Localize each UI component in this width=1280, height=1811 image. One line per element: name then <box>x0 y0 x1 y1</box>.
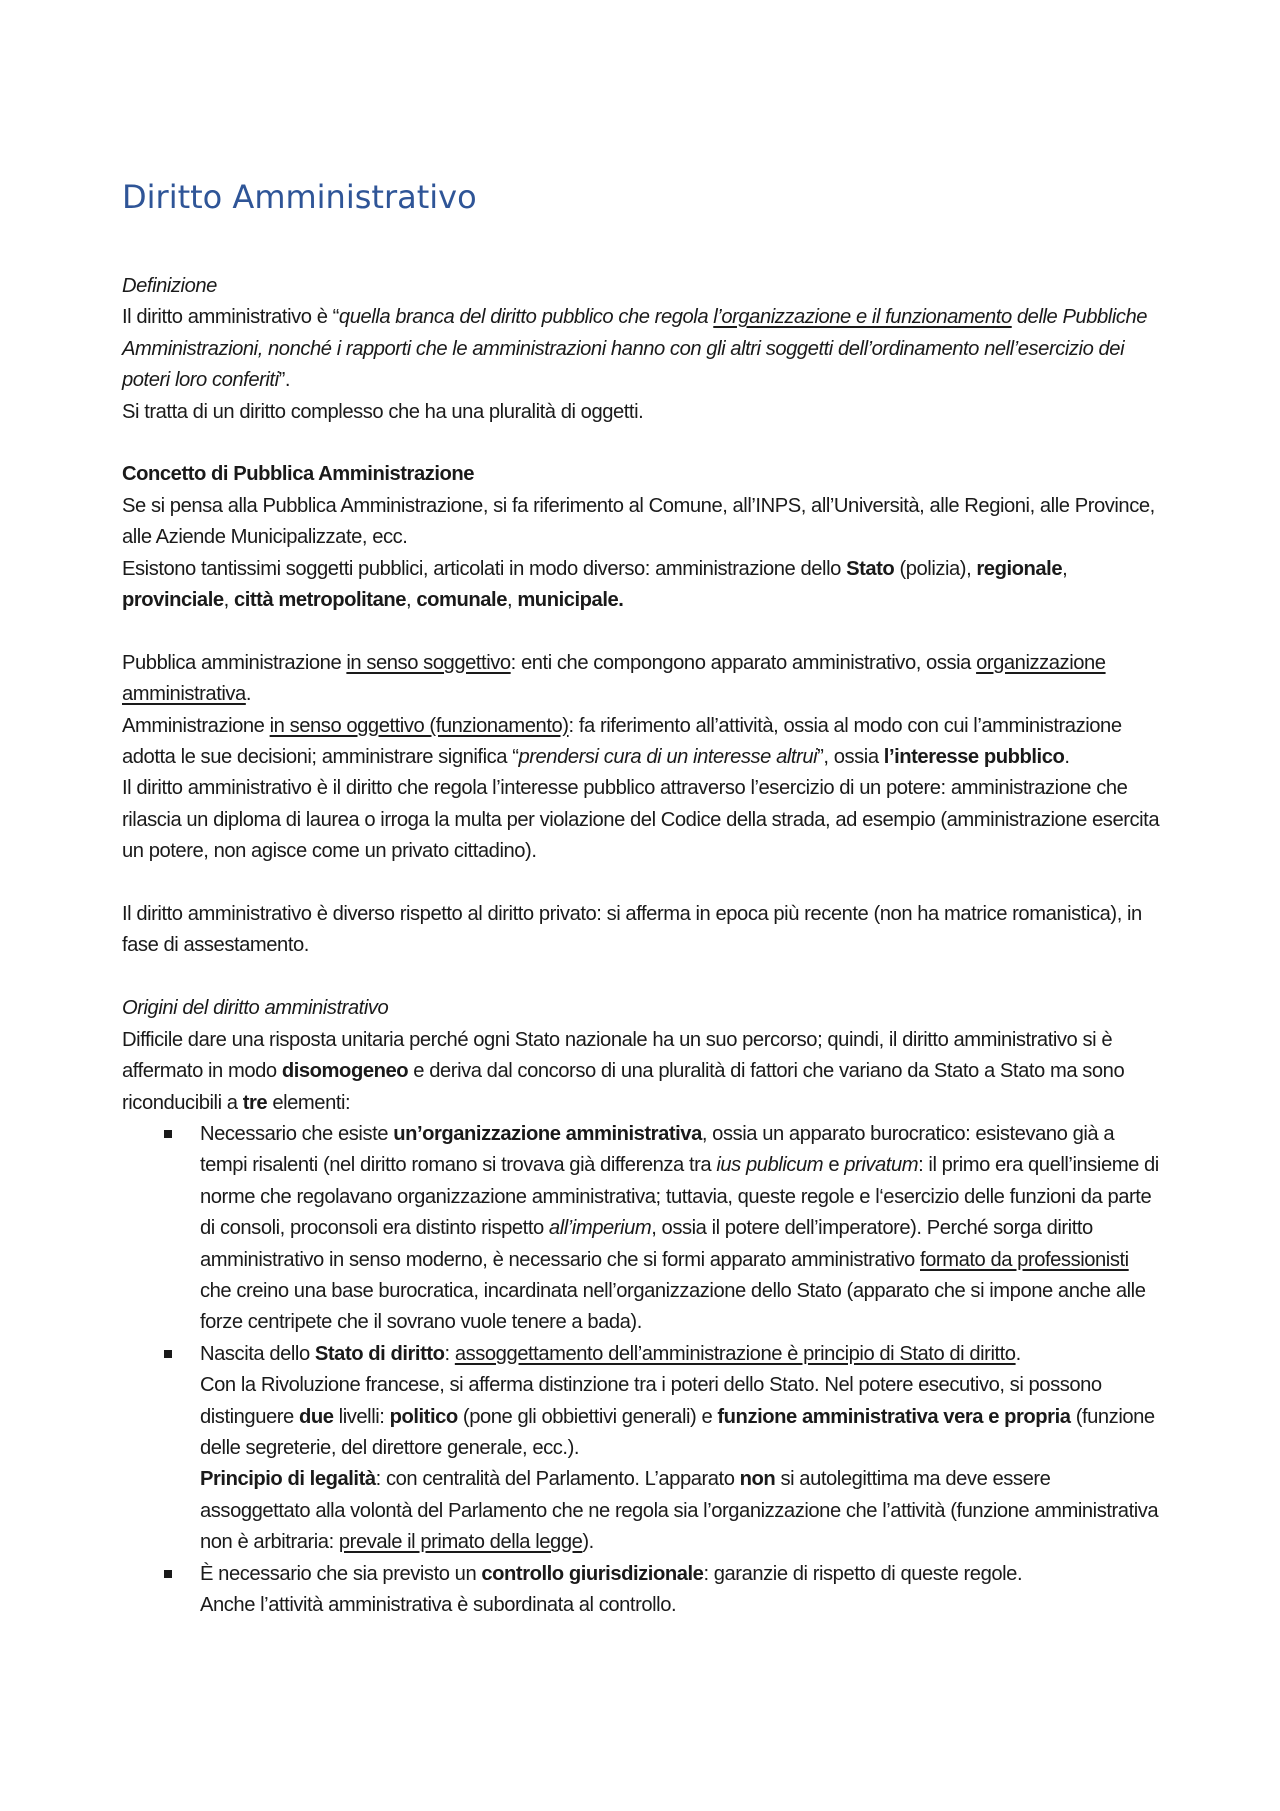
paragraph: Se si pensa alla Pubblica Amministrazione, si fa riferimento al Comune, all’INPS, all’Università, alle Regioni, alle Province, alle Aziende Municipalizzate, ecc. <box>122 494 1155 549</box>
text-run: : enti che compongono apparato amministrativo, ossia <box>510 651 977 674</box>
paragraph: Il diritto amministrativo è diverso rispetto al diritto privato: si afferma in epoca più recente (non ha matrice romanistica), in fase di assestamento. <box>122 903 1142 957</box>
spacer <box>122 962 1162 993</box>
bold-run: regionale <box>976 557 1063 580</box>
text-run: , ossia il potere dell’imperatore). Perché sorga diritto amministrativo in senso moderno, è necessario che si formi apparato amministrativo <box>200 1217 1093 1271</box>
list-item <box>200 1339 1162 1559</box>
list-item <box>200 1559 1162 1622</box>
text-run: , <box>223 589 234 612</box>
definition-paragraph <box>122 302 1162 396</box>
text-run: (funzione delle segreterie, del direttore generale, ecc.). <box>200 1405 1155 1459</box>
bullet-list <box>122 1119 1162 1622</box>
text-run: : garanzie di rispetto di queste regole. <box>703 1562 1023 1585</box>
italic-run: privatum <box>844 1154 919 1177</box>
text-run: Pubblica amministrazione <box>122 651 347 674</box>
text-run: Nascita dello <box>200 1342 315 1365</box>
bold-run: disomogeneo <box>281 1060 409 1083</box>
bold-run: funzione amministrativa vera e propria <box>717 1405 1071 1428</box>
text-run: : <box>444 1342 455 1365</box>
bold-run: un’organizzazione amministrativa <box>393 1122 702 1145</box>
paragraph <box>122 711 1162 774</box>
text-run: Necessario che esiste <box>200 1122 394 1145</box>
text-run: , <box>406 589 417 612</box>
underlined-run: organizzazione amministrativa <box>122 651 1106 706</box>
text-run: ”. <box>278 369 291 392</box>
underlined-run: assoggettamento dell’amministrazione è principio di Stato di diritto <box>454 1342 1016 1365</box>
paragraph <box>200 1339 1162 1370</box>
underlined-run: formato da professionisti <box>920 1248 1129 1271</box>
text-run: È necessario che sia previsto un <box>200 1562 482 1585</box>
italic-run: ius publicum <box>716 1154 824 1177</box>
bold-run: tre <box>242 1091 268 1114</box>
text-run: , <box>1062 557 1068 580</box>
spacer <box>122 868 1162 899</box>
spacer <box>122 616 1162 647</box>
text-run: Amministrazione <box>122 714 270 737</box>
bold-run: città metropolitane <box>233 589 407 612</box>
document-title: Diritto Amministrativo <box>122 178 477 216</box>
text-run: Esistono tantissimi soggetti pubblici, articolati in modo diverso: amministrazione dello <box>122 557 847 580</box>
list-item <box>200 1119 1162 1339</box>
italic-run: all’imperium <box>548 1217 652 1240</box>
bold-run: l’interesse pubblico <box>883 746 1065 769</box>
text-run: Con la Rivoluzione francese, si afferma distinzione tra i poteri dello Stato. Nel potere esecutivo, si possono distinguere <box>200 1374 1102 1428</box>
text-run: ). <box>582 1531 594 1554</box>
paragraph <box>200 1370 1162 1464</box>
text-run: si autolegittima ma deve essere assoggettato alla volontà del Parlamento che ne regola sia l’organizzazione che l’attività (funzione amministrativa non è arbitraria: <box>200 1468 1159 1554</box>
bold-run: Stato di diritto <box>314 1342 445 1365</box>
bold-run: non <box>739 1468 776 1491</box>
text-run: : fa riferimento all’attività, ossia al modo con cui l’amministrazione adotta le sue decisioni; amministrare significa “ <box>122 714 1122 769</box>
text-run: e deriva dal concorso di una pluralità di fattori che variano da Stato a Stato ma sono riconducibili a <box>122 1060 1125 1114</box>
square-bullet-icon <box>164 1570 172 1578</box>
paragraph: Il diritto amministrativo è il diritto che regola l’interesse pubblico attraverso l’esercizio di un potere: amministrazione che rilascia un diploma di laurea o irroga la multa per violazione del Codice della strada, ad esempio (amministrazione esercita un potere, non agisce come un privato cittadino). <box>122 777 1160 863</box>
text-run: e <box>823 1154 845 1177</box>
bold-run: comunale <box>416 589 507 612</box>
italic-run: prendersi cura di un interesse altrui <box>518 746 818 769</box>
text-run: . <box>245 683 251 706</box>
square-bullet-icon <box>164 1130 172 1138</box>
text-run: : con centralità del Parlamento. L’apparato <box>375 1468 740 1491</box>
text-run: , ossia un apparato burocratico: esistevano già a tempi risalenti (nel diritto romano si trovava già differenza tra <box>200 1122 1115 1177</box>
bold-run: municipale. <box>517 589 624 612</box>
text-run: . <box>1064 746 1070 769</box>
bold-run: politico <box>389 1405 458 1428</box>
text-run: (polizia), <box>894 557 977 580</box>
bold-run: Stato <box>846 557 895 580</box>
paragraph <box>122 648 1162 711</box>
section-heading-definizione: Definizione <box>122 275 217 297</box>
text-run: livelli: <box>333 1405 390 1428</box>
paragraph <box>122 554 1162 617</box>
paragraph <box>200 1464 1162 1558</box>
underlined-run: in senso oggettivo (funzionamento) <box>269 714 569 737</box>
text-run: Difficile dare una risposta unitaria perché ogni Stato nazionale ha un suo percorso; quindi, il diritto amministrativo si è affermato in modo <box>122 1028 1113 1083</box>
text-run: ”, ossia <box>817 746 884 769</box>
section-heading-origini: Origini del diritto amministrativo <box>122 997 389 1020</box>
text-run: elementi: <box>267 1091 351 1114</box>
section-heading-concetto: Concetto di Pubblica Amministrazione <box>122 463 475 486</box>
bold-run: Principio di legalità <box>200 1468 376 1491</box>
text-run: (pone gli obbiettivi generali) e <box>457 1405 718 1428</box>
underlined-run: prevale il primato della legge <box>338 1531 583 1554</box>
document-body <box>122 271 1162 1621</box>
text-run: , <box>506 589 518 612</box>
text-run: che creino una base burocratica, incardinata nell’organizzazione dello Stato (apparato che si impone anche alle forze centripete che il sovrano vuole tenere a bada). <box>200 1279 1146 1334</box>
paragraph <box>200 1559 1162 1590</box>
bold-run: provinciale <box>122 589 224 612</box>
quote-underlined: l’organizzazione e il funzionamento <box>713 306 1012 329</box>
text-run: . <box>1015 1342 1021 1365</box>
quote-italic: quella branca del diritto pubblico che regola <box>338 306 714 329</box>
paragraph <box>122 1025 1162 1119</box>
bold-run: due <box>298 1405 334 1428</box>
underlined-run: in senso soggettivo <box>346 651 511 674</box>
text-run: Il diritto amministrativo è “ <box>122 306 339 329</box>
square-bullet-icon <box>164 1350 172 1358</box>
text-run: : il primo era quell’insieme di norme che regolavano organizzazione amministrativa; tuttavia, queste regole e l‘esercizio delle funzioni da parte di consoli, proconsoli era distinto rispetto <box>200 1154 1159 1240</box>
spacer <box>122 428 1162 459</box>
paragraph: Si tratta di un diritto complesso che ha una pluralità di oggetti. <box>122 400 644 423</box>
quote-italic: delle Pubbliche Amministrazioni, nonché i rapporti che le amministrazioni hanno con gli altri soggetti dell’ordinamento nell’esercizio dei poteri loro conferiti <box>122 306 1148 392</box>
paragraph: Anche l’attività amministrativa è subordinata al controllo. <box>200 1594 677 1616</box>
bold-run: controllo giurisdizionale <box>481 1562 704 1585</box>
